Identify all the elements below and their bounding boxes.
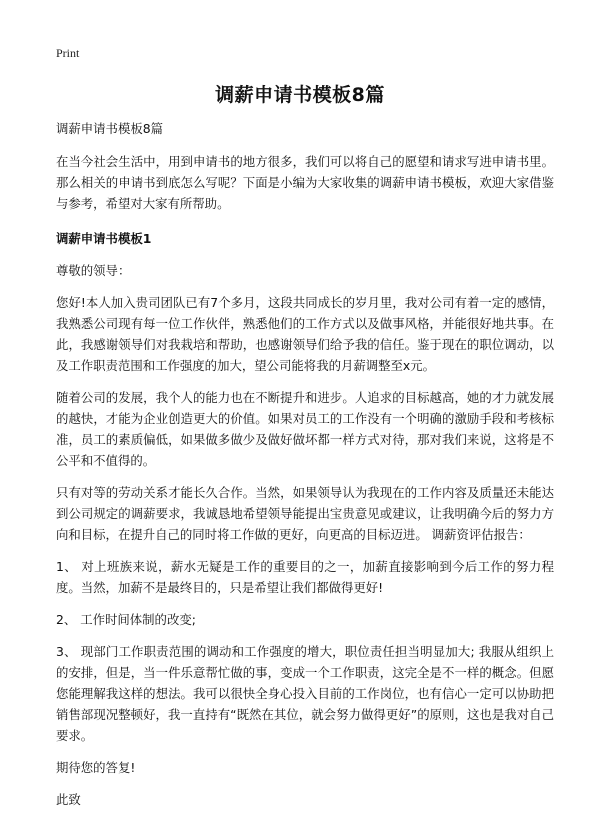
document-title: 调薪申请书模板8篇 (215, 84, 385, 106)
list-item-2: 2、 工作时间体制的改变; (56, 612, 196, 627)
salutation: 尊敬的领导： (56, 263, 131, 278)
document-body (56, 118, 554, 821)
closing-line: 期待您的答复! (56, 760, 136, 775)
body-paragraph: 随着公司的发展，我个人的能力也在不断提升和进步。人追求的目标越高，她的才力就发展的越快，才能为企业创造更大的价值。如果对员工的工作没有一个明确的激励手段和考核标准，员工的素质偏低，如果做多做少及做好做坏都一样方式对待，那对我们来说，这将是不公平和不值得的。 (56, 390, 554, 468)
list-item-1: 1、 对上班族来说，薪水无疑是工作的重要目的之一，加薪直接影响到今后工作的努力程度。当然，加薪不是最终目的，只是希望让我们都做得更好! (56, 559, 554, 595)
section-heading: 调薪申请书模板1 (56, 231, 152, 246)
body-paragraph: 只有对等的劳动关系才能长久合作。当然，如果领导认为我现在的工作内容及质量还未能达到公司规定的调薪要求，我诚恳地希望领导能提出宝贵意见或建议，让我明确今后的努力方向和目标，在提升自己的同时将工作做的更好，向更高的目标迈进。 调薪资评估报告： (56, 485, 554, 542)
document-subtitle: 调薪申请书模板8篇 (56, 121, 164, 136)
body-paragraph: 您好!本人加入贵司团队已有7个多月，这段共同成长的岁月里，我对公司有着一定的感情，我熟悉公司现有每一位工作伙伴，熟悉他们的工作方式以及做事风格，并能很好地共事。在此，我感谢领导们对我栽培和帮助，也感谢领导们给予我的信任。鉴于现在的职位调动，以及工作职责范围和工作强度的加大，望公司能将我的月薪调整至x元。 (56, 295, 554, 373)
print-link[interactable]: Print (56, 46, 80, 60)
closing-salute: 此致 (56, 792, 81, 807)
intro-paragraph: 在当今社会生活中，用到申请书的地方很多，我们可以将自己的愿望和请求写进申请书里。那么相关的申请书到底怎么写呢？下面是小编为大家收集的调薪申请书模板，欢迎大家借鉴与参考，希望对大家有所帮助。 (56, 154, 554, 211)
list-item-3: 3、 现部门工作职责范围的调动和工作强度的增大，职位责任担当明显加大; 我服从组织上的安排，但是，当一件乐意帮忙做的事，变成一个工作职责，这完全是不一样的概念。但愿您能理解我这样的想法。我可以很快全身心投入目前的工作岗位，也有信心一定可以协助把销售部现况整顿好，我一直持有“既然在其位，就会努力做得更好”的原则，这也是我对自己要求。 (56, 644, 554, 743)
